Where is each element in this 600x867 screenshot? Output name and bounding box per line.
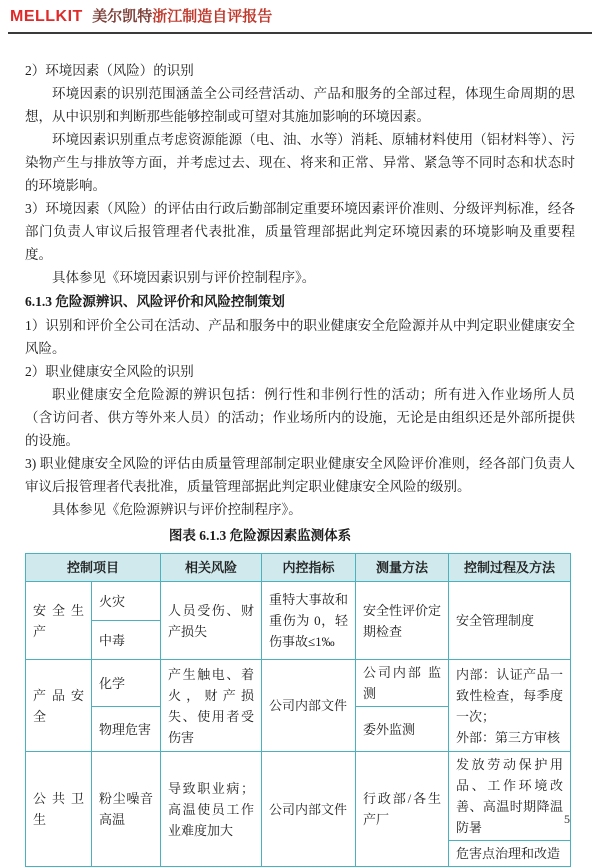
cell-public-related-risk: 导致职业病；高温使员工作业难度加大 <box>161 752 262 867</box>
header-control-item: 控制项目 <box>26 554 161 582</box>
cell-project-product: 产品安全 <box>26 660 92 752</box>
header-measurement: 测量方法 <box>356 554 449 582</box>
cell-product-measurement-external: 委外监测 <box>356 707 449 752</box>
cell-project-safety: 安全生产 <box>26 582 92 660</box>
cell-public-indicator: 公司内部文件 <box>262 752 356 867</box>
cell-public-control-2: 危害点治理和改造 <box>449 841 571 867</box>
report-title-company: 美尔凯特 <box>92 9 153 25</box>
table-row <box>26 752 571 841</box>
paragraph-ohs-evaluation: 3) 职业健康安全风险的评估由质量管理部制定职业健康安全风险评价准则，经各部门负责人审议后报管理者代表批准，质量管理部据此判定职业健康安全风险的级别。 <box>25 456 575 494</box>
page-number: 5 <box>564 812 570 826</box>
header-related-risk: 相关风险 <box>161 554 262 582</box>
cell-risk-chemical: 化学 <box>92 660 161 707</box>
cell-product-related-risk: 产生触电、着火，财产损失、使用者受伤害 <box>161 660 262 752</box>
page-header <box>8 5 592 34</box>
paragraph-env-risk-id-title: 2）环境因素（风险）的识别 <box>25 63 194 78</box>
cell-project-public-health: 公共卫生 <box>26 752 92 867</box>
paragraph-env-procedure-ref: 具体参见《环境因素识别与评价控制程序》。 <box>52 270 316 285</box>
cell-safety-related-risk: 人员受伤、财产损失 <box>161 582 262 660</box>
brand-logo-text: MELLKIT <box>10 8 83 25</box>
cell-product-control <box>449 660 571 752</box>
cell-risk-poisoning: 中毒 <box>92 621 161 660</box>
cell-product-measurement-internal: 公司内部 监测 <box>356 660 449 707</box>
paragraph-ohs-risk-title: 2）职业健康安全风险的识别 <box>25 364 194 379</box>
cell-risk-physical: 物理危害 <box>92 707 161 752</box>
table-row <box>26 582 571 621</box>
table-caption: 图表 6.1.3 危险源因素监测体系 <box>168 528 352 543</box>
paragraph-ohs-scope: 职业健康安全危险源的辨识包括：例行性和非例行性的活动；所有进入作业场所人员（含访问者、供方等外来人员）的活动；作业场所内的设施，无论是由组织还是外部所提供的设施。 <box>25 387 575 448</box>
cell-safety-indicator: 重特大事故和重伤为 0，轻伤事故≤1‰ <box>262 582 356 660</box>
table-header-row <box>26 554 571 582</box>
cell-safety-control: 安全管理制度 <box>449 582 571 660</box>
paragraph-ohs-identify: 1）识别和评价全公司在活动、产品和服务中的职业健康安全危险源并从中判定职业健康安全风险。 <box>25 318 575 356</box>
cell-safety-measurement: 安全性评价定期检查 <box>356 582 449 660</box>
cell-product-control-line2: 外部：第三方审核 <box>456 729 561 745</box>
cell-product-indicator: 公司内部文件 <box>262 660 356 752</box>
paragraph-env-scope: 环境因素的识别范围涵盖全公司经营活动、产品和服务的全部过程，体现生命周期的思想，从中识别和判断那些能够控制或可望对其施加影响的环境因素。 <box>25 86 575 124</box>
report-title-suffix: 浙江制造自评报告 <box>152 9 273 25</box>
cell-public-measurement: 行政部/各生产厂 <box>356 752 449 867</box>
header-internal-indicator: 内控指标 <box>262 554 356 582</box>
section-heading-613: 6.1.3 危险源辨识、风险评价和风险控制策划 <box>25 294 285 309</box>
header-control-process: 控制过程及方法 <box>449 554 571 582</box>
cell-risk-dust-noise-heat: 粉尘噪音高温 <box>92 752 161 867</box>
paragraph-env-evaluation: 3）环境因素（风险）的评估由行政后勤部制定重要环境因素评价准则、分级评判标准，经各部门负责人审议后报管理者代表批准，质量管理部据此判定环境因素的环境影响及重要程度。 <box>25 201 575 262</box>
paragraph-ohs-procedure-ref: 具体参见《危险源辨识与评价控制程序》。 <box>52 502 302 517</box>
hazard-monitoring-table <box>25 553 571 867</box>
cell-product-control-line1: 内部：认证产品一致性检查，每季度一次； <box>456 666 564 724</box>
document-body <box>25 59 575 867</box>
table-row <box>26 660 571 707</box>
cell-public-control-1: 发放劳动保护用品、工作环境改善、高温时期降温防暑 <box>449 752 571 841</box>
paragraph-env-considerations: 环境因素识别重点考虑资源能源（电、油、水等）消耗、原辅材料使用（铝材料等）、污染物产生与排放等方面，并考虑过去、现在、将来和正常、异常、紧急等不同时态和状态时的环境影响。 <box>25 132 575 193</box>
cell-risk-fire: 火灾 <box>92 582 161 621</box>
